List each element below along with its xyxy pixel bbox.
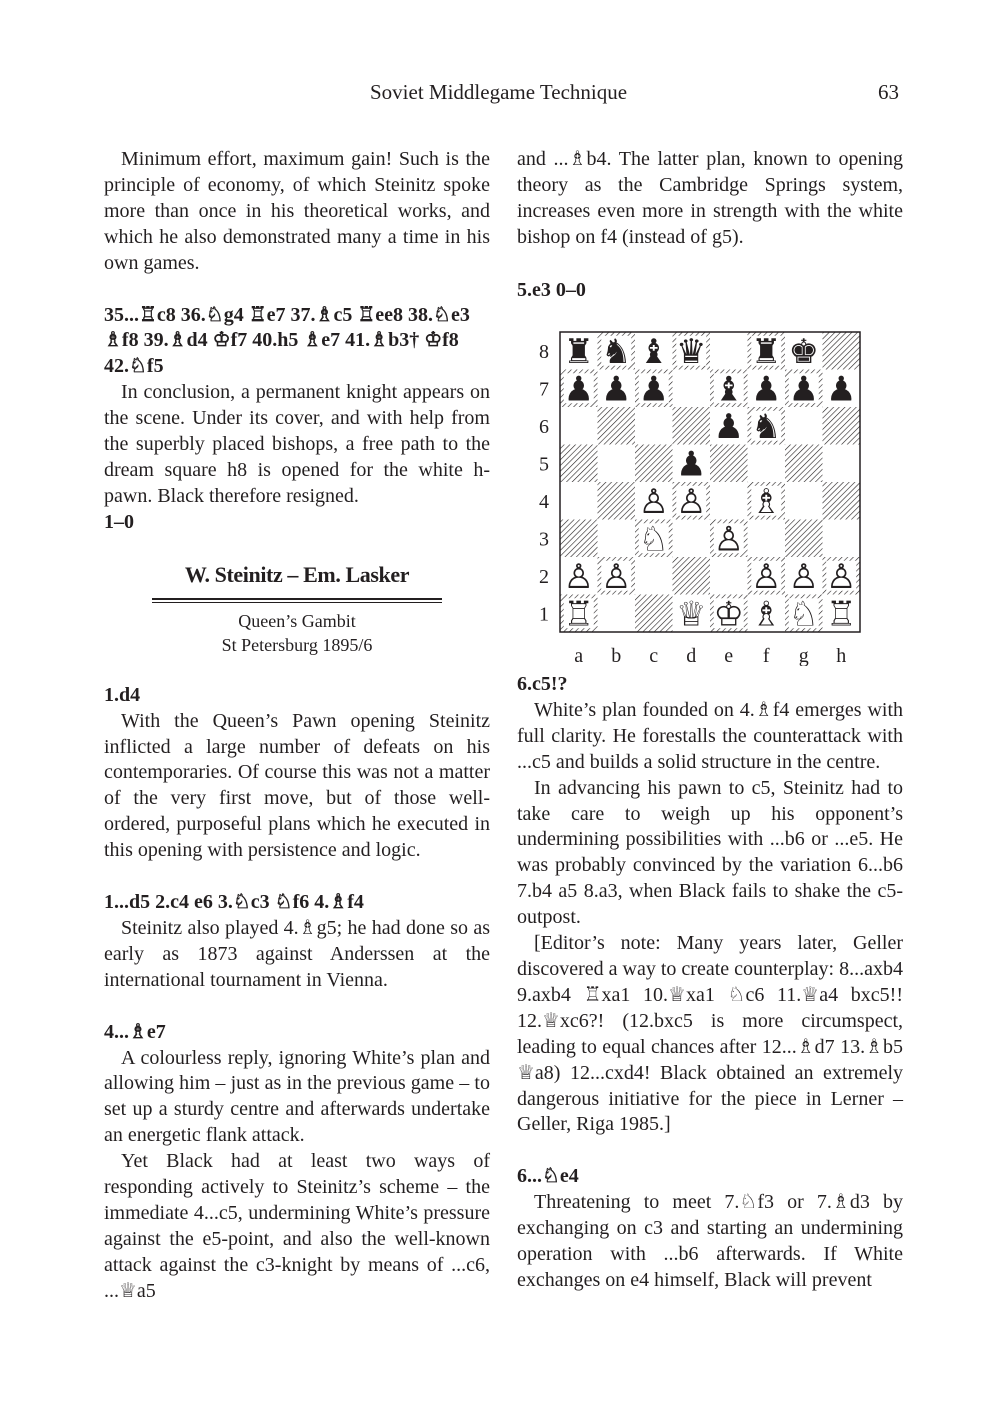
board-square-g6 xyxy=(785,407,823,445)
chess-piece-d1: ♕ xyxy=(676,594,707,635)
chess-board xyxy=(524,326,864,666)
file-label: f xyxy=(762,645,770,666)
rank-label: 5 xyxy=(539,453,549,476)
chess-piece-e1: ♔ xyxy=(713,594,744,635)
paragraph: A colourless reply, ignoring White’s plan and allowing him – just as in the previous game – to set up a sturdy centre and afterwards undertake an energetic flank attack. xyxy=(104,1046,490,1147)
move-line: 4...♗e7 xyxy=(104,1020,166,1043)
game-opening: Queen’s Gambit xyxy=(238,610,356,631)
chess-piece-a7: ♟ xyxy=(563,369,594,410)
move-line: 35...♖c8 36.♘g4 ♖e7 37.♗c5 ♖ee8 38.♘e3 ♗f8 39.♗d4 ♔f7 40.h5 ♗e7 41.♗b3† ♔f8 42.♘f5 xyxy=(104,303,470,378)
file-label: a xyxy=(574,645,584,666)
chess-piece-h1: ♖ xyxy=(826,594,857,635)
paragraph: [Editor’s note: Many years later, Geller discovered a way to create counterplay: 8...axb4 9.axb4 ♖xa1 10.♕xa1 ♘c6 11.♕a4 bxc5!! 12.♕xc6?! (12.bxc5 is more circumspect, leading to equal chances after 12...♗d7 13.♗b5 ♕a8) 12...cxd4! Black obtained an extremely dangerous initiative for the piece in Lerner – Geller, Riga 1985.] xyxy=(517,932,903,1136)
chess-piece-f7: ♟ xyxy=(751,369,782,410)
paragraph: With the Queen’s Pawn opening Steinitz inflicted a large number of defeats on his contemporaries. Of course this was not a matter of the very first move, but of those well-ordered, purposeful plans which he executed in this opening with persistence and logic. xyxy=(104,709,490,862)
board-square-h4 xyxy=(823,482,861,520)
divider xyxy=(152,598,442,600)
chess-piece-g7: ♟ xyxy=(788,369,819,410)
chess-piece-f2: ♙ xyxy=(751,556,782,597)
rank-label: 7 xyxy=(539,378,549,401)
board-square-f5 xyxy=(748,445,786,483)
right-column-top xyxy=(517,147,903,304)
chess-piece-h7: ♟ xyxy=(826,369,857,410)
chess-piece-b7: ♟ xyxy=(601,369,632,410)
chess-piece-d4: ♙ xyxy=(676,481,707,522)
board-square-g5 xyxy=(785,445,823,483)
page-number: 63 xyxy=(878,80,899,104)
chess-piece-c3: ♘ xyxy=(638,519,669,560)
board-square-e4 xyxy=(710,482,748,520)
page-header xyxy=(0,80,1000,110)
paragraph: In advancing his pawn to c5, Steinitz had to take care to weigh up his opponent’s undermining possibilities with ...b6 or ...e5. He was probably convinced by the variation 6...b6 7.b4 a5 8.a3, when Black fails to shake the c5-outpost. xyxy=(517,776,903,929)
file-label: g xyxy=(798,645,809,666)
chess-diagram xyxy=(524,326,864,666)
file-label: c xyxy=(649,645,659,666)
chess-piece-a8: ♜ xyxy=(563,331,594,372)
paragraph: Yet Black had at least two ways of responding actively to Steinitz’s scheme – the immediate 4...c5, undermining White’s pressure against the e5-point, and also the well-known attack against the c3-knight by means of ...c6, ...♕a5 xyxy=(104,1150,490,1302)
game-result: 1–0 xyxy=(104,510,134,533)
rank-label: 6 xyxy=(539,415,549,438)
board-square-d6 xyxy=(673,407,711,445)
rank-label: 4 xyxy=(539,490,549,513)
board-square-c2 xyxy=(635,557,673,595)
board-square-b6 xyxy=(598,407,636,445)
chess-piece-g8: ♚ xyxy=(788,331,819,372)
board-square-e5 xyxy=(710,445,748,483)
board-square-e8 xyxy=(710,332,748,370)
board-square-a4 xyxy=(560,482,598,520)
chess-piece-f6: ♞ xyxy=(751,406,782,447)
chess-piece-c8: ♝ xyxy=(638,331,669,372)
move-line: 1...d5 2.c4 e6 3.♘c3 ♘f6 4.♗f4 xyxy=(104,891,364,914)
file-label: d xyxy=(686,645,697,666)
board-square-d7 xyxy=(673,370,711,408)
move-line: 6...♘e4 xyxy=(517,1165,579,1188)
board-square-e2 xyxy=(710,557,748,595)
game-event: St Petersburg 1895/6 xyxy=(221,634,373,655)
chess-piece-b2: ♙ xyxy=(601,556,632,597)
game-header xyxy=(104,560,490,657)
board-square-g3 xyxy=(785,520,823,558)
running-title: Soviet Middlegame Technique xyxy=(370,80,628,104)
board-square-b4 xyxy=(598,482,636,520)
chess-piece-f8: ♜ xyxy=(751,331,782,372)
paragraph: Threatening to meet 7.♘f3 or 7.♗d3 by exchanging on c3 and starting an undermining operation with ...b6 afterwards. If White exchanges on e4 himself, Black will prevent xyxy=(517,1191,903,1291)
chess-piece-e3: ♙ xyxy=(713,519,744,560)
chess-piece-f1: ♗ xyxy=(751,594,782,635)
board-square-h3 xyxy=(823,520,861,558)
left-column xyxy=(104,147,490,1305)
board-square-d3 xyxy=(673,520,711,558)
board-square-a6 xyxy=(560,407,598,445)
chess-piece-e7: ♝ xyxy=(713,369,744,410)
divider xyxy=(152,602,442,603)
board-square-a3 xyxy=(560,520,598,558)
chess-piece-h2: ♙ xyxy=(826,556,857,597)
board-square-h5 xyxy=(823,445,861,483)
rank-label: 2 xyxy=(539,565,549,588)
chess-piece-f4: ♗ xyxy=(751,481,782,522)
chess-piece-a1: ♖ xyxy=(563,594,594,635)
file-label: b xyxy=(611,645,622,666)
rank-label: 8 xyxy=(539,340,549,363)
board-square-c1 xyxy=(635,595,673,633)
board-square-h8 xyxy=(823,332,861,370)
board-square-g4 xyxy=(785,482,823,520)
chess-piece-d8: ♛ xyxy=(676,331,707,372)
chess-piece-b8: ♞ xyxy=(601,331,632,372)
right-column-bottom xyxy=(517,672,903,1294)
board-square-b1 xyxy=(598,595,636,633)
chess-piece-c4: ♙ xyxy=(638,481,669,522)
paragraph: In conclusion, a permanent knight appears on the scene. Under its cover, and with help from the superbly placed bishops, a free path to the dream square h8 is opened for the white h-pawn. Black therefore resigned. xyxy=(104,381,490,507)
board-square-b3 xyxy=(598,520,636,558)
move-line: 6.c5!? xyxy=(517,673,568,695)
rank-label: 1 xyxy=(539,603,549,626)
paragraph: White’s plan founded on 4.♗f4 emerges with full clarity. He forestalls the counterattack with ...c5 and builds a solid structure in the centre. xyxy=(517,698,903,773)
move-line: 5.e3 0–0 xyxy=(517,278,586,301)
board-square-a5 xyxy=(560,445,598,483)
file-label: e xyxy=(724,645,734,666)
chess-piece-d5: ♟ xyxy=(676,444,707,485)
paragraph: Steinitz also played 4.♗g5; he had done so as early as 1873 against Anderssen at the international tournament in Vienna. xyxy=(104,916,490,991)
board-square-d2 xyxy=(673,557,711,595)
chess-piece-g2: ♙ xyxy=(788,556,819,597)
rank-label: 3 xyxy=(539,528,549,551)
move-line: 1.d4 xyxy=(104,683,141,706)
board-square-h6 xyxy=(823,407,861,445)
game-players: W. Steinitz – Em. Lasker xyxy=(184,561,410,587)
board-square-c6 xyxy=(635,407,673,445)
chess-piece-e6: ♟ xyxy=(713,406,744,447)
file-label: h xyxy=(836,645,847,666)
paragraph: Minimum effort, maximum gain! Such is the principle of economy, of which Steinitz spoke more than once in his theoretical works, and which he also demonstrated many a time in his own games. xyxy=(104,148,490,274)
paragraph: and ...♗b4. The latter plan, known to opening theory as the Cambridge Springs system, increases even more in strength with the white bishop on f4 (instead of g5). xyxy=(517,148,903,248)
chess-piece-g1: ♘ xyxy=(788,594,819,635)
board-square-f3 xyxy=(748,520,786,558)
board-square-c5 xyxy=(635,445,673,483)
board-square-b5 xyxy=(598,445,636,483)
chess-piece-a2: ♙ xyxy=(563,556,594,597)
chess-piece-c7: ♟ xyxy=(638,369,669,410)
